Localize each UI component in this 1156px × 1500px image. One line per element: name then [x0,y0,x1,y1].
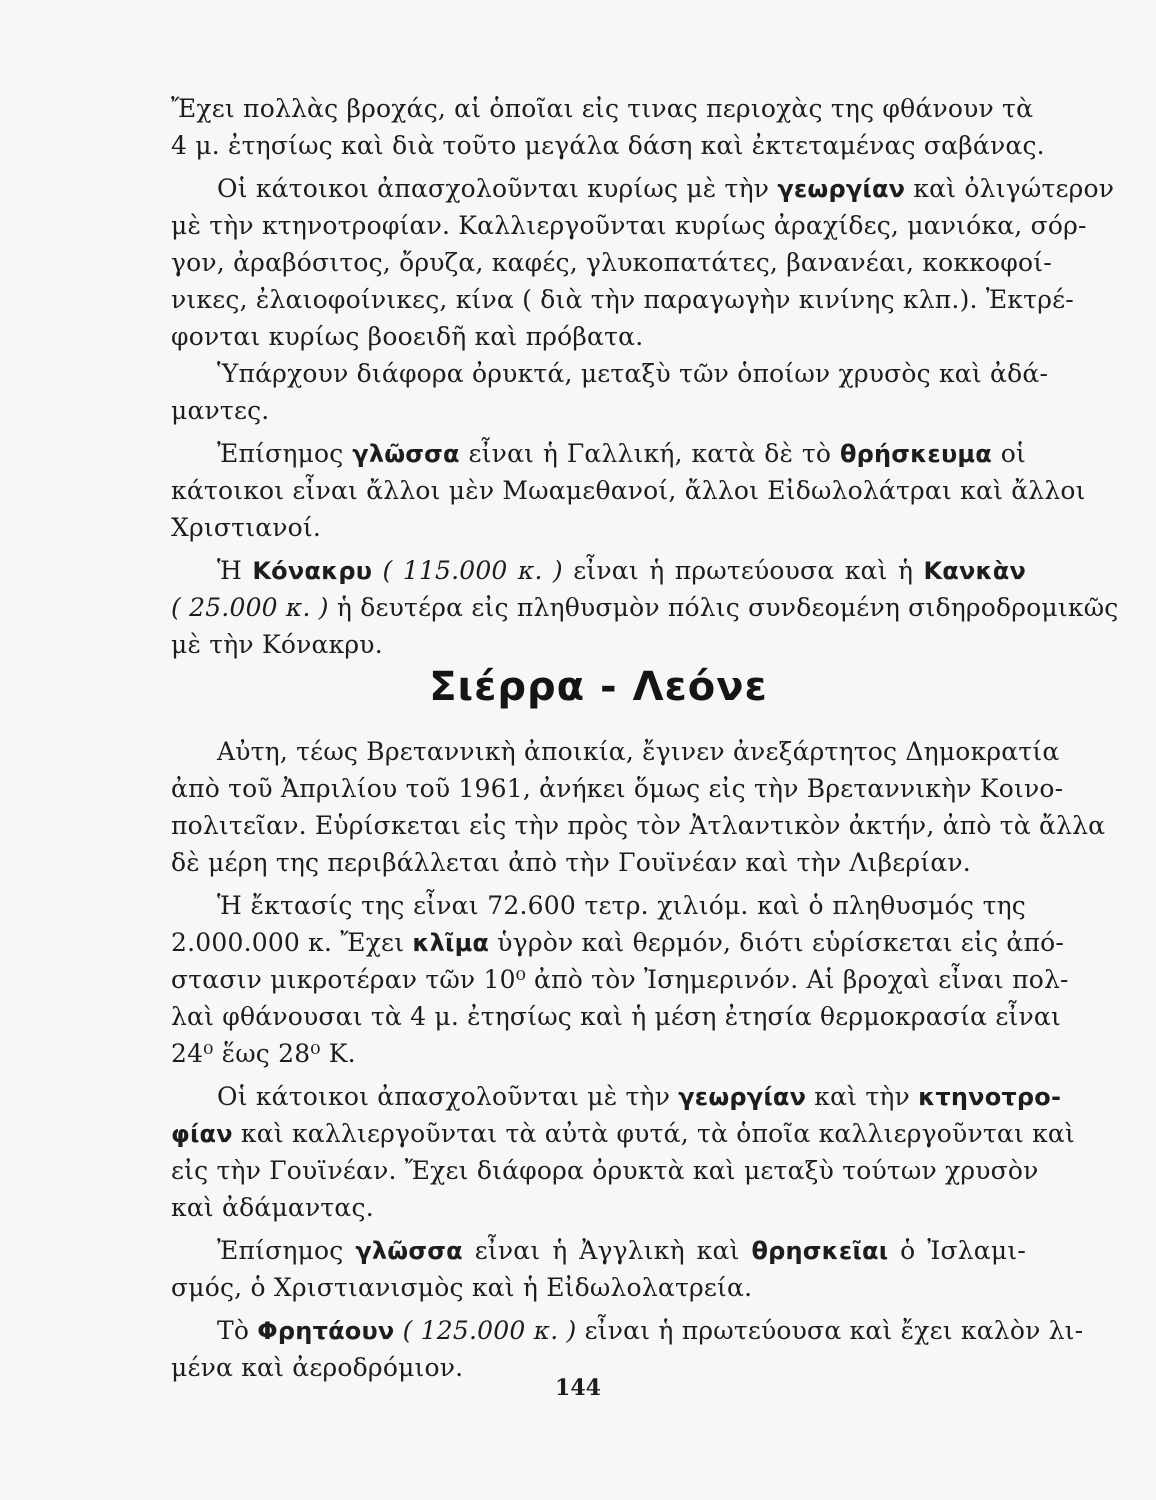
text-line: δὲ μέρη της περιβάλλεται ἀπὸ τὴν Γουϊνέαν καὶ τὴν Λιβερίαν. [171,848,971,877]
text-line: Ἐπίσημος γλῶσσα εἶναι ἡ Γαλλική, κατὰ δὲ τὸ θρήσκευμα οἱ [217,439,1026,468]
text-line: Ὑπάρχουν διάφορα ὀρυκτά, μεταξὺ τῶν ὁποίων χρυσὸς καὶ ἀδά- [217,359,1049,388]
text-line: καὶ ἀδάμαντας. [171,1193,374,1222]
text-line: Οἱ κάτοικοι ἀπασχολοῦνται μὲ τὴν γεωργίαν καὶ τὴν κτηνοτρο- [217,1082,1062,1111]
text-line: Οἱ κάτοικοι ἀπασχολοῦνται κυρίως μὲ τὴν γεωργίαν καὶ ὀλιγώτερον [217,174,1115,203]
keyword-religions: θρησκεῖαι [751,1237,889,1265]
text-line: 2.000.000 κ. Ἔχει κλῖμα ὑγρὸν καὶ θερμόν, διότι εὑρίσκεται εἰς ἀπό- [171,928,1065,957]
keyword-kankan: Κανκὰν [923,557,1027,585]
keyword-agriculture: γεωργίαν [777,175,906,203]
keyword-livestock: κτηνοτρο- [918,1083,1062,1111]
text-line: Ἡ ἔκτασίς της εἶναι 72.600 τετρ. χιλιόμ. καὶ ὁ πληθυσμός της [217,891,1026,920]
text-line: μὲ τὴν Κόνακρυ. [171,630,383,659]
text-line: ἀπὸ τοῦ Ἀπριλίου τοῦ 1961, ἀνήκει ὅμως εἰς τὴν Βρεταννικὴν Κοινο- [171,774,1064,803]
keyword-religion: θρήσκευμα [839,440,992,468]
text-line: εἰς τὴν Γουϊνέαν. Ἔχει διάφορα ὀρυκτὰ καὶ μεταξὺ τούτων χρυσὸν [171,1156,1039,1185]
text-line: Ἐπίσημος γλῶσσα εἶναι ἡ Ἀγγλικὴ καὶ θρησκεῖαι ὁ Ἰσλαμι- [217,1236,1026,1265]
text-line: 24⁰ ἕως 28⁰ Κ. [171,1039,356,1068]
text-line: μὲ τὴν κτηνοτροφίαν. Καλλιεργοῦνται κυρίως ἀραχίδες, μανιόκα, σόρ- [171,211,1087,240]
text-line: μαντες. [171,396,270,425]
section-guinea-text [171,90,1119,663]
section-heading-sierra-leone: Σιέρρα - Λεόνε [429,664,768,710]
text-line: φονται κυρίως βοοειδῆ καὶ πρόβατα. [171,322,644,351]
keyword-capital-conakry: Κόνακρυ [252,557,373,585]
text-line: Ἔχει πολλὰς βροχάς, αἱ ὁποῖαι εἰς τινας περιοχὰς της φθάνουν τὰ [171,94,1034,123]
text-line: Χριστιανοί. [171,513,322,542]
text-line: φίαν καὶ καλλιεργοῦνται τὰ αὐτὰ φυτά, τὰ ὁποῖα καλλιεργοῦνται καὶ [171,1119,1076,1148]
text-line: γον, ἀραβόσιτος, ὄρυζα, καφές, γλυκοπατάτες, βανανέαι, κοκκοφοί- [171,248,1052,277]
text-line: λαὶ φθάνουσαι τὰ 4 μ. ἐτησίως καὶ ἡ μέση ἐτησία θερμοκρασία εἶναι [171,1002,1061,1031]
text-line: κάτοικοι εἶναι ἄλλοι μὲν Μωαμεθανοί, ἄλλοι Εἰδωλολάτραι καὶ ἄλλοι [171,476,1086,505]
section-sierra-leone-text [171,733,1106,1386]
text-line: πολιτεῖαν. Εὑρίσκεται εἰς τὴν πρὸς τὸν Ἀτλαντικὸν ἀκτήν, ἀπὸ τὰ ἄλλα [171,811,1106,840]
keyword-capital-freetown: Φρητάουν [257,1317,395,1345]
text-line: ( 25.000 κ. ) ἡ δευτέρα εἰς πληθυσμὸν πόλις συνδεομένη σιδηροδρομικῶς [171,593,1119,622]
text-line: στασιν μικροτέραν τῶν 10⁰ ἀπὸ τὸν Ἰσημερινόν. Αἱ βροχαὶ εἶναι πολ- [171,965,1069,994]
keyword-livestock-cont: φίαν [171,1120,233,1148]
keyword-agriculture: γεωργίαν [678,1083,807,1111]
text-line: μένα καὶ ἀεροδρόμιον. [171,1353,464,1382]
text-line: Αὐτη, τέως Βρεταννικὴ ἀποικία, ἔγινεν ἀνεξάρτητος Δημοκρατία [217,737,1060,766]
keyword-climate: κλῖμα [412,929,490,957]
keyword-language: γλῶσσα [352,440,460,468]
keyword-language: γλῶσσα [355,1237,463,1265]
text-line: 4 μ. ἐτησίως καὶ διὰ τοῦτο μεγάλα δάση καὶ ἐκτεταμένας σαβάνας. [171,131,1045,160]
text-line: Τὸ Φρητάουν ( 125.000 κ. ) εἶναι ἡ πρωτεύουσα καὶ ἔχει καλὸν λι- [217,1316,1084,1345]
text-line: Ἡ Κόνακρυ ( 115.000 κ. ) εἶναι ἡ πρωτεύουσα καὶ ἡ Κανκὰν [217,556,1027,585]
text-line: σμός, ὁ Χριστιανισμὸς καὶ ἡ Εἰδωλολατρεία. [171,1273,753,1302]
page-number: 144 [555,1375,601,1401]
text-line: νικες, ἐλαιοφοίνικες, κίνα ( διὰ τὴν παραγωγὴν κινίνης κλπ.). Ἐκτρέ- [171,285,1074,314]
